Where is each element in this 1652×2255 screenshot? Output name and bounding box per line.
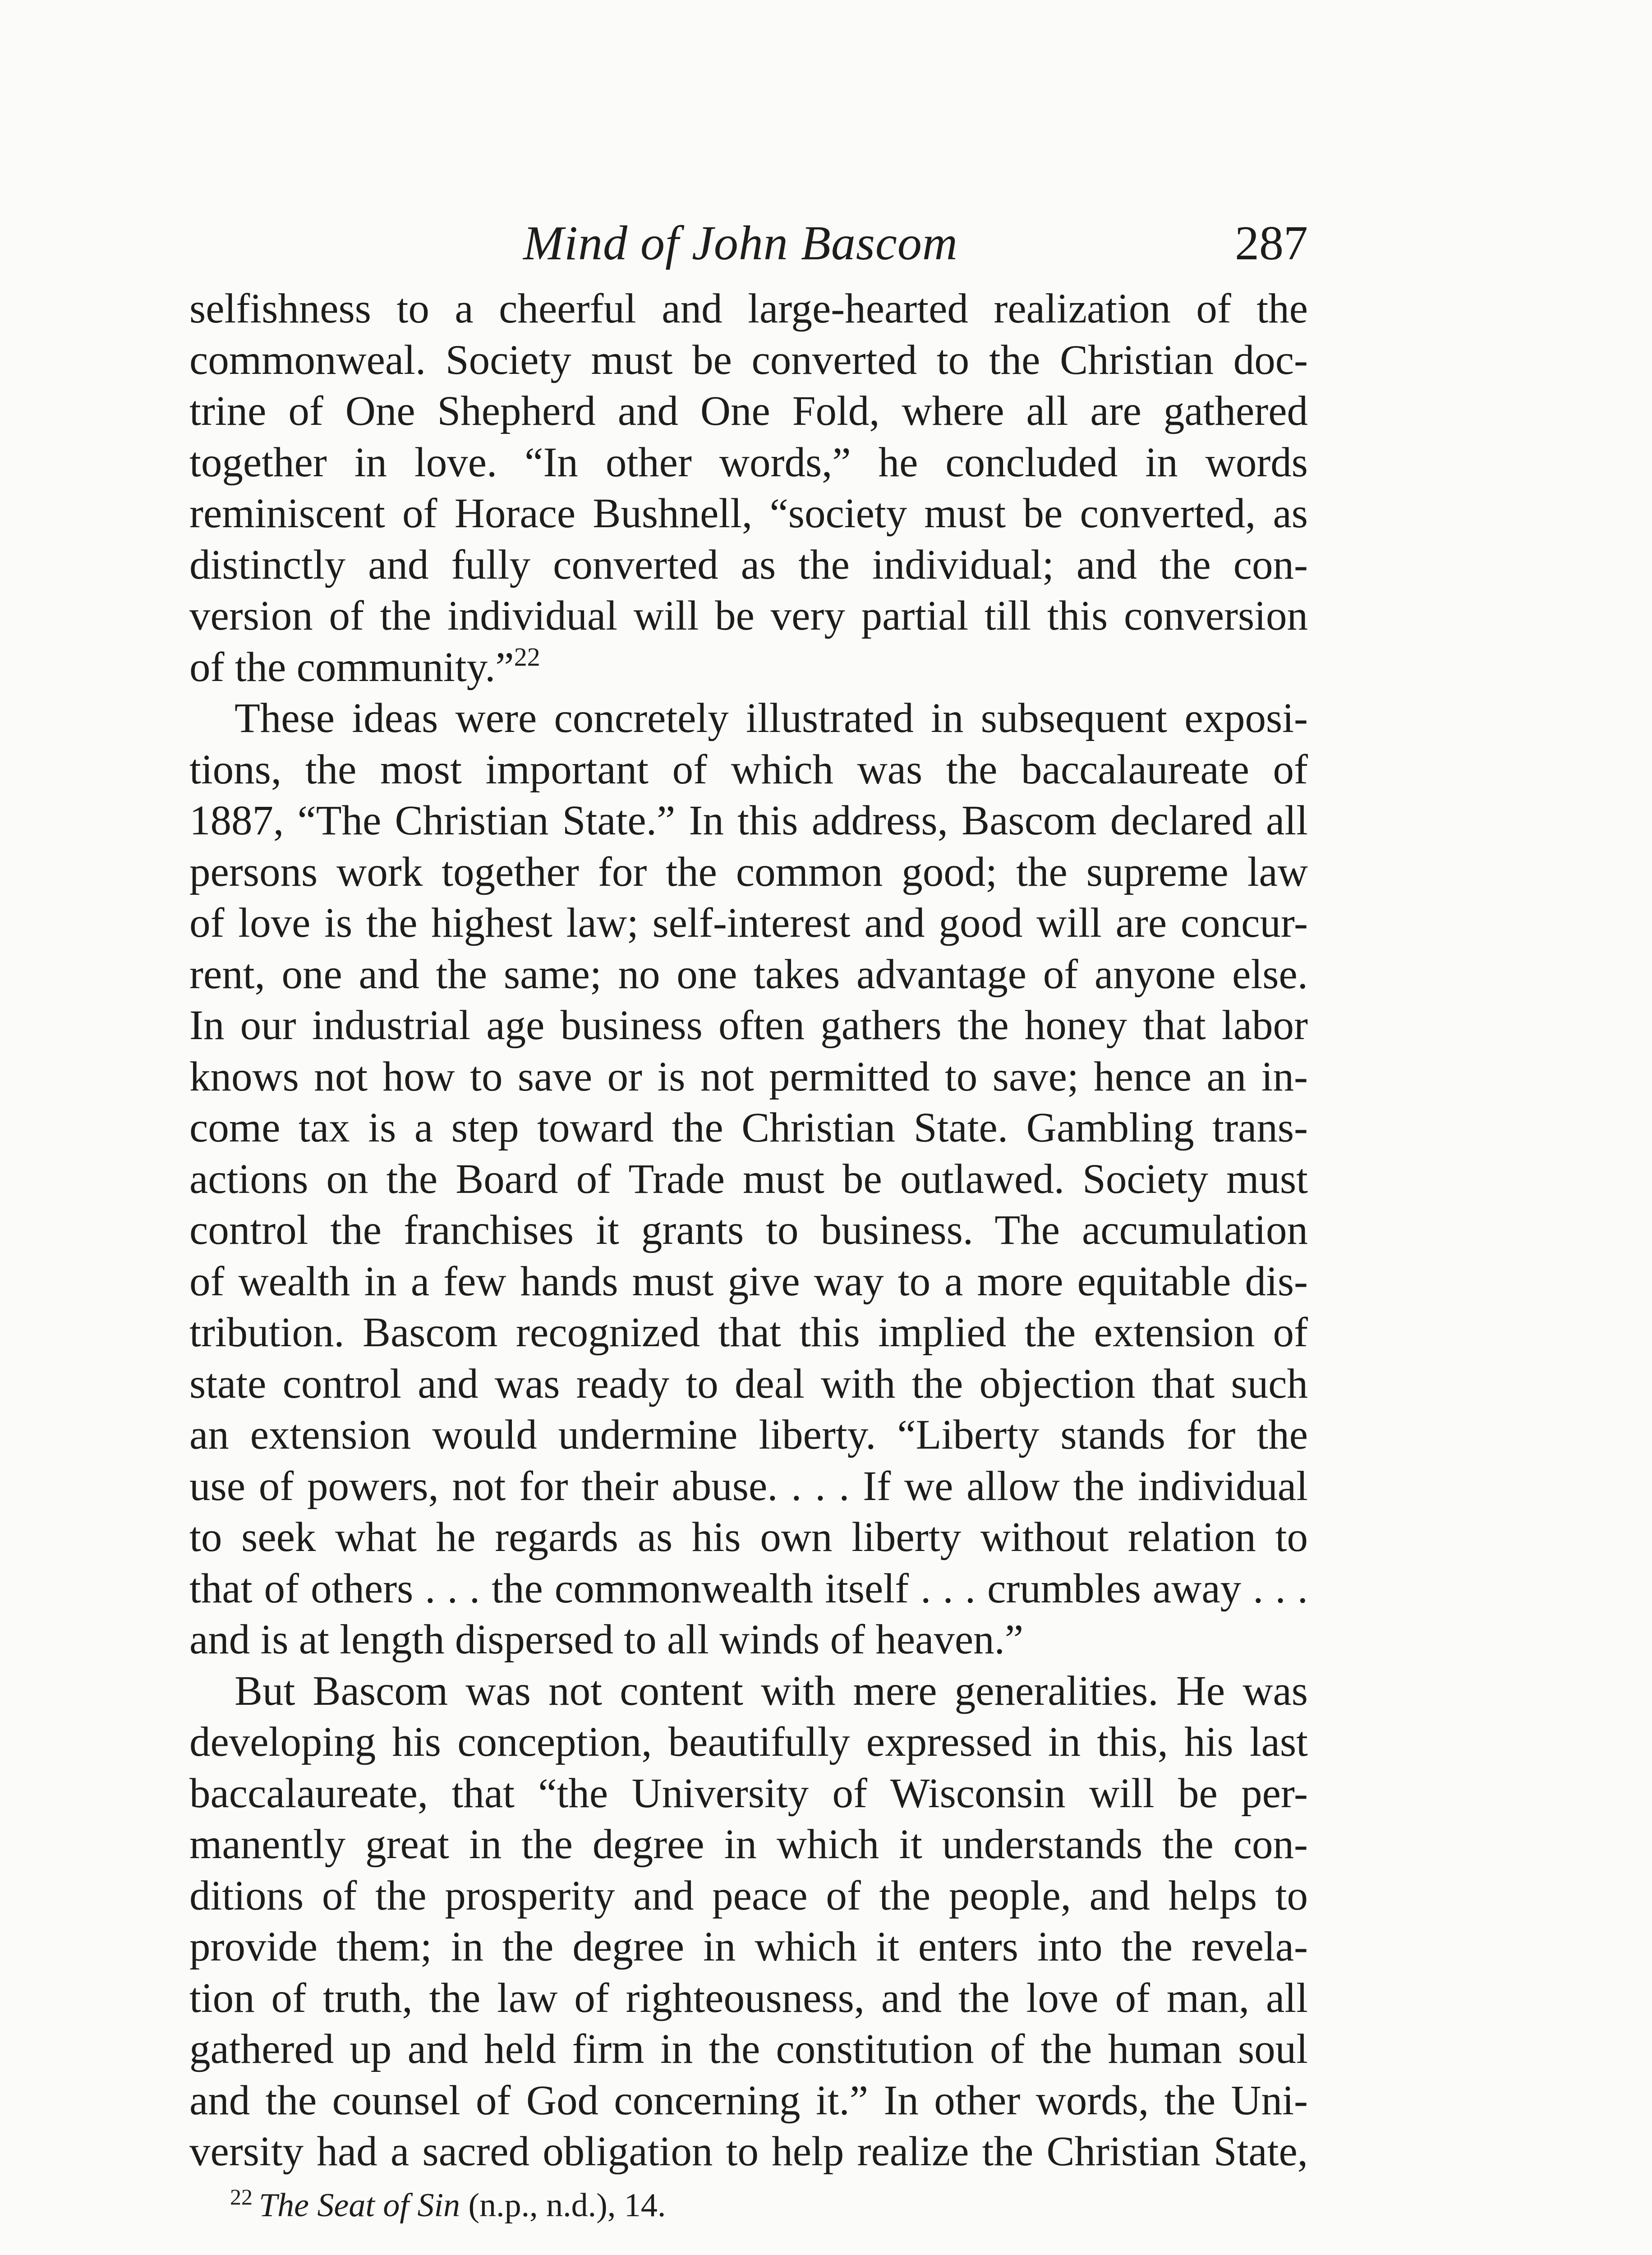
footnote-citation: (n.p., n.d.), 14. xyxy=(460,2187,666,2224)
text-line: of the community.” xyxy=(189,644,514,690)
text-line: come tax is a step toward the Christian State. Gambling trans- xyxy=(189,1104,1308,1151)
text-line: versity had a sacred obligation to help realize the Christian State, xyxy=(189,2128,1308,2175)
text-line: and is at length dispersed to all winds of heaven.” xyxy=(189,1616,1024,1663)
text-line: that of others . . . the commonwealth itself . . . crumbles away . . . xyxy=(189,1565,1308,1612)
text-line: selfishness to a cheerful and large-hearted realization of the xyxy=(189,285,1308,332)
text-line: version of the individual will be very partial till this conversion xyxy=(189,593,1308,639)
text-line: baccalaureate, that “the University of Wisconsin will be per- xyxy=(189,1770,1308,1817)
text-line: to seek what he regards as his own liberty without relation to xyxy=(189,1514,1308,1560)
footnote-mark: 22 xyxy=(230,2184,253,2209)
text-line: gathered up and held firm in the constitution of the human soul xyxy=(189,2026,1308,2072)
text-line: developing his conception, beautifully expressed in this, his last xyxy=(189,1719,1308,1765)
text-line-with-footnote xyxy=(189,642,1308,693)
text-line: tion of truth, the law of righteousness, and the love of man, all xyxy=(189,1974,1308,2021)
paragraph-start: These ideas were concretely illustrated in subsequent exposi- xyxy=(235,695,1308,741)
text-line: trine of One Shepherd and One Fold, where all are gathered xyxy=(189,388,1308,434)
text-line: manently great in the degree in which it understands the con- xyxy=(189,1821,1308,1868)
text-line: 1887, “The Christian State.” In this address, Bascom declared all xyxy=(189,797,1308,844)
paragraph-start: But Bascom was not content with mere generalities. He was xyxy=(235,1667,1308,1714)
footnote xyxy=(230,2183,666,2228)
text-line: rent, one and the same; no one takes advantage of anyone else. xyxy=(189,951,1308,998)
footnote-reference: 22 xyxy=(514,642,540,672)
text-line: and the counsel of God concerning it.” In other words, the Uni- xyxy=(189,2077,1308,2124)
text-line: actions on the Board of Trade must be outlawed. Society must xyxy=(189,1155,1308,1202)
footnote-title: The Seat of Sin xyxy=(259,2187,460,2224)
body-text xyxy=(189,283,1308,2177)
text-line: an extension would undermine liberty. “Liberty stands for the xyxy=(189,1412,1308,1458)
text-line: persons work together for the common good; the supreme law xyxy=(189,848,1308,895)
text-line: of love is the highest law; self-interest and good will are concur- xyxy=(189,900,1308,946)
text-line: tribution. Bascom recognized that this implied the extension of xyxy=(189,1309,1308,1356)
text-line: commonweal. Society must be converted to the Christian doc- xyxy=(189,336,1308,383)
text-line: distinctly and fully converted as the individual; and the con- xyxy=(189,541,1308,588)
text-line: knows not how to save or is not permitted to save; hence an in- xyxy=(189,1053,1308,1100)
text-line: of wealth in a few hands must give way to a more equitable dis- xyxy=(189,1258,1308,1305)
text-line: control the franchises it grants to business. The accumulation xyxy=(189,1207,1308,1253)
page-number: 287 xyxy=(1235,216,1308,270)
text-line: together in love. “In other words,” he concluded in words xyxy=(189,439,1308,486)
text-line: provide them; in the degree in which it enters into the revela- xyxy=(189,1924,1308,1970)
page-header xyxy=(189,212,1308,275)
text-line: ditions of the prosperity and peace of the people, and helps to xyxy=(189,1872,1308,1919)
text-line: reminiscent of Horace Bushnell, “society must be converted, as xyxy=(189,490,1308,537)
running-head: Mind of John Bascom xyxy=(523,216,958,270)
text-line: tions, the most important of which was the baccalaureate of xyxy=(189,746,1308,793)
text-line: use of powers, not for their abuse. . . . If we allow the individual xyxy=(189,1463,1308,1509)
text-line: In our industrial age business often gathers the honey that labor xyxy=(189,1002,1308,1049)
text-line: state control and was ready to deal with the objection that such xyxy=(189,1360,1308,1407)
